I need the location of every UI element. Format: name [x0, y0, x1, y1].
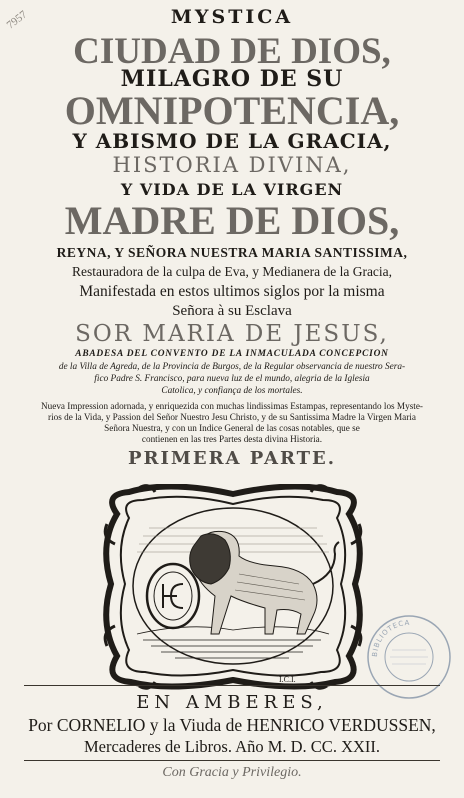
- rule-below-imprint: [24, 760, 440, 761]
- title-line-7: Y VIDA DE LA VIRGEN: [120, 180, 344, 199]
- title-line-11: Manifestada en estos ultimos siglos por la misma: [79, 283, 385, 300]
- title-line-8: MADRE DE DIOS,: [64, 198, 400, 243]
- part-label: PRIMERA PARTE.: [128, 448, 336, 469]
- imprint-city: EN AMBERES,: [136, 692, 328, 713]
- lion-emblem-engraving: [99, 484, 367, 690]
- title-line-5: Y ABISMO DE LA GRACIA,: [72, 129, 392, 153]
- edition-note-line-1: Nueva Impression adornada, y enriquezida con muchas lindissimas Estampas, representando los Myste-: [41, 401, 423, 411]
- author-desc-line-4: Catolica, y confiança de los mortales.: [161, 386, 303, 396]
- library-stamp: [366, 614, 452, 700]
- title-line-1: MYSTICA: [170, 6, 294, 28]
- edition-note-line-4: contienen en las tres Partes desta divina Historia.: [141, 434, 323, 444]
- title-line-6: HISTORIA DIVINA,: [112, 153, 352, 177]
- title-line-9: REYNA, Y SEÑORA NUESTRA MARIA SANTISSIMA,: [56, 245, 408, 260]
- title-line-12: Señora à su Esclava: [172, 303, 292, 319]
- imprint-printer: Por CORNELIO y la Viuda de HENRICO VERDUSSEN,: [28, 715, 436, 735]
- imprint-date: Mercaderes de Libros. Año M. D. CC. XXII.: [83, 737, 381, 756]
- stamp-text: BIBLIOTECA: [370, 618, 411, 658]
- svg-text:BIBLIOTECA: [371, 619, 411, 657]
- rule-above-imprint: [24, 685, 440, 686]
- edition-note-line-3: Señora Nuestra, y con un Indice General de las cosas notables, que se: [104, 423, 360, 433]
- privilege-line: Con Gracia y Privilegio.: [162, 765, 302, 780]
- edition-note-line-2: rios de la Vida, y Passion del Señor Nuestro Jesu Christo, y de su Santissima Madre la Virgen Maria: [48, 412, 416, 422]
- title-line-4: OMNIPOTENCIA,: [64, 88, 400, 133]
- emblem-signature: I.C.I.: [279, 675, 296, 684]
- author-name: SOR MARIA DE JESUS,: [75, 321, 389, 347]
- margin-note: 7957: [4, 8, 30, 32]
- author-desc-line-1: ABADESA DEL CONVENTO DE LA INMACULADA CONCEPCION: [75, 349, 389, 359]
- author-desc-line-2: de la Villa de Agreda, de la Provincia de Burgos, de la Regular observancia de nuestro Sera-: [58, 362, 406, 372]
- author-desc-line-3: fico Padre S. Francisco, para nueva luz de el mundo, alegria de la Iglesia: [94, 374, 370, 384]
- title-line-3: MILAGRO DE SU: [120, 66, 344, 92]
- title-line-2: CIUDAD DE DIOS,: [73, 31, 391, 72]
- title-line-10: Restauradora de la culpa de Eva, y Medianera de la Gracia,: [71, 264, 393, 279]
